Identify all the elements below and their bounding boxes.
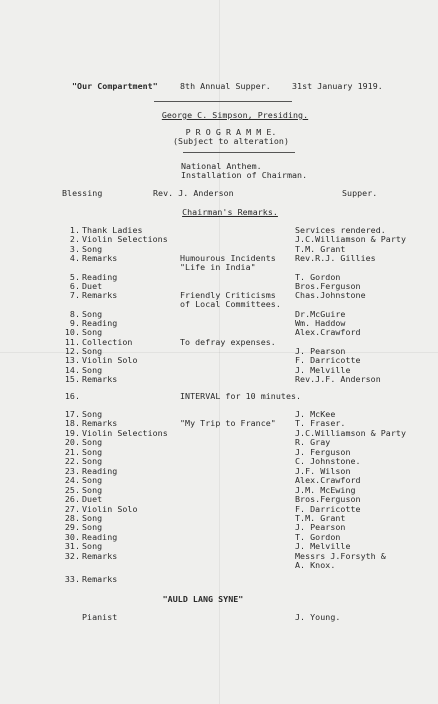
programme-row — [0, 263, 438, 272]
item-performer: Alex.Crawford — [295, 475, 361, 486]
item-number: 21. — [64, 446, 80, 457]
item-name: Thank Ladies — [82, 225, 143, 235]
item-performer: Wm. Haddow — [295, 318, 346, 328]
interval-number: 16. — [64, 391, 80, 401]
item-name: Song — [82, 308, 103, 319]
programme-row — [0, 457, 438, 466]
item-performer: Rev.J.F. Anderson — [295, 373, 381, 384]
programme-row — [0, 495, 438, 504]
programme-row — [0, 438, 438, 447]
blessing-label: Blessing — [62, 188, 103, 198]
item-name: Song — [82, 327, 103, 338]
item-name: Duet — [82, 280, 103, 291]
programme-rule — [183, 152, 295, 153]
opening-anthem: National Anthem. — [181, 161, 262, 171]
item-name: Reading — [82, 531, 118, 542]
item-number: 24. — [64, 475, 80, 486]
item-number: 23. — [64, 465, 80, 476]
item-number: 32. — [64, 550, 80, 561]
item-number: 7. — [69, 290, 80, 301]
item-number: 22. — [64, 456, 80, 467]
header-rule — [154, 101, 292, 102]
item-name: Duet — [82, 494, 103, 505]
item-number: 26. — [64, 494, 80, 505]
programme-row — [0, 552, 438, 561]
item-number: 27. — [64, 503, 80, 514]
item-name: Reading — [82, 465, 118, 476]
final-item-number: 33. — [64, 574, 80, 584]
item-number: 9. — [69, 318, 80, 328]
item-number: 31. — [64, 541, 80, 552]
item-name: Song — [82, 512, 103, 523]
blessing-after: Supper. — [342, 188, 378, 198]
header-date: 31st January 1919. — [292, 81, 383, 91]
item-performer: T.M. Grant — [295, 243, 346, 254]
item-performer: Dr.McGuire — [295, 308, 346, 319]
item-name: Song — [82, 541, 103, 552]
item-number: 8. — [69, 308, 80, 319]
item-performer: T. Gordon — [295, 531, 341, 542]
pianist-name: J. Young. — [295, 612, 341, 622]
item-number: 10. — [64, 327, 80, 338]
closing-song: "AULD LANG SYNE" — [162, 594, 244, 604]
item-name: Collection — [82, 336, 133, 347]
item-number: 28. — [64, 512, 80, 523]
item-performer: T. Fraser. — [295, 418, 346, 429]
header-compartment: "Our Compartment" — [72, 81, 158, 91]
programme-row — [0, 235, 438, 244]
programme-row — [0, 476, 438, 485]
item-number: 17. — [64, 409, 80, 419]
item-number: 30. — [64, 531, 80, 542]
pianist-label: Pianist — [82, 612, 118, 622]
item-name: Song — [82, 409, 103, 419]
item-name: Remarks — [82, 290, 118, 301]
item-number: 6. — [69, 280, 80, 291]
item-performer: Alex.Crawford — [295, 327, 361, 338]
item-performer: J. Melville — [295, 541, 351, 552]
item-name: Remarks — [82, 418, 118, 429]
programme-row — [0, 375, 438, 384]
interval-text: INTERVAL for 10 minutes. — [180, 391, 302, 401]
item-performer: C. Johnstone. — [295, 456, 361, 467]
item-name: Violin Solo — [82, 503, 138, 514]
item-number: 2. — [69, 234, 80, 245]
item-number: 15. — [64, 373, 80, 384]
item-performer: Bros.Ferguson — [295, 494, 361, 505]
programme-row — [0, 300, 438, 309]
final-item-row — [0, 575, 438, 584]
item-performer: Bros.Ferguson — [295, 280, 361, 291]
item-performer: A. Knox. — [295, 560, 336, 571]
item-name: Song — [82, 456, 103, 467]
item-performer: Chas.Johnstone — [295, 290, 366, 301]
item-number: 13. — [64, 355, 80, 366]
item-note: "Life in India" — [180, 262, 256, 273]
item-name: Reading — [82, 318, 118, 328]
item-name: Remarks — [82, 550, 118, 561]
item-number: 1. — [69, 225, 80, 235]
item-performer: F. Darricotte — [295, 503, 361, 514]
item-note: Humourous Incidents — [180, 252, 276, 263]
programme-row — [0, 561, 438, 570]
item-performer: R. Gray — [295, 437, 331, 448]
item-name: Song — [82, 243, 103, 254]
item-note: Friendly Criticisms — [180, 290, 276, 301]
final-item-name: Remarks — [82, 574, 118, 584]
item-name: Reading — [82, 271, 118, 282]
item-number: 25. — [64, 484, 80, 495]
programme-note: (Subject to alteration) — [172, 136, 290, 146]
item-name: Violin Selections — [82, 427, 168, 438]
item-name: Song — [82, 345, 103, 356]
item-performer: J.F. Wilson — [295, 465, 351, 476]
item-performer: J. McKee — [295, 409, 336, 419]
programme-row — [0, 356, 438, 365]
item-performer: J. Pearson — [295, 522, 346, 533]
item-name: Song — [82, 484, 103, 495]
interval-row — [0, 392, 438, 401]
chairmans-remarks: Chairman's Remarks. — [182, 207, 278, 217]
item-note: To defray expenses. — [180, 336, 276, 347]
item-performer: J. Melville — [295, 364, 351, 375]
item-performer: Services rendered. — [295, 225, 386, 235]
item-name: Violin Solo — [82, 355, 138, 366]
item-number: 12. — [64, 345, 80, 356]
item-number: 4. — [69, 252, 80, 263]
item-name: Violin Selections — [82, 234, 168, 245]
item-performer: Messrs J.Forsyth & — [295, 550, 386, 561]
item-name: Song — [82, 475, 103, 486]
item-performer: T. Gordon — [295, 271, 341, 282]
programme-row — [0, 542, 438, 551]
item-name: Song — [82, 522, 103, 533]
programme-row — [0, 310, 438, 319]
item-number: 29. — [64, 522, 80, 533]
item-performer: T.M. Grant — [295, 512, 346, 523]
item-name: Song — [82, 364, 103, 375]
item-name: Remarks — [82, 373, 118, 384]
item-name: Song — [82, 446, 103, 457]
item-performer: J.M. McEwing — [295, 484, 356, 495]
item-note: of Local Committees. — [180, 299, 281, 310]
programme-row — [0, 328, 438, 337]
item-performer: J. Pearson — [295, 345, 346, 356]
item-performer: F. Darricotte — [295, 355, 361, 366]
item-performer: J. Ferguson — [295, 446, 351, 457]
item-note: "My Trip to France" — [180, 418, 276, 429]
header-supper: 8th Annual Supper. — [180, 81, 271, 91]
presiding-line: George C. Simpson, Presiding. — [161, 110, 309, 120]
item-performer: Rev.R.J. Gillies — [295, 252, 376, 263]
item-name: Remarks — [82, 252, 118, 263]
item-performer: J.C.Williamson & Party — [295, 234, 406, 245]
item-number: 3. — [69, 243, 80, 254]
blessing-by: Rev. J. Anderson — [153, 188, 234, 198]
item-number: 19. — [64, 427, 80, 438]
programme-title: P R O G R A M M E. — [185, 127, 277, 137]
item-number: 20. — [64, 437, 80, 448]
item-number: 14. — [64, 364, 80, 375]
item-number: 11. — [64, 336, 80, 347]
item-performer: J.C.Williamson & Party — [295, 427, 406, 438]
item-number: 18. — [64, 418, 80, 429]
programme-row — [0, 273, 438, 282]
item-name: Song — [82, 437, 103, 448]
item-number: 5. — [69, 271, 80, 282]
opening-installation: Installation of Chairman. — [181, 170, 308, 180]
